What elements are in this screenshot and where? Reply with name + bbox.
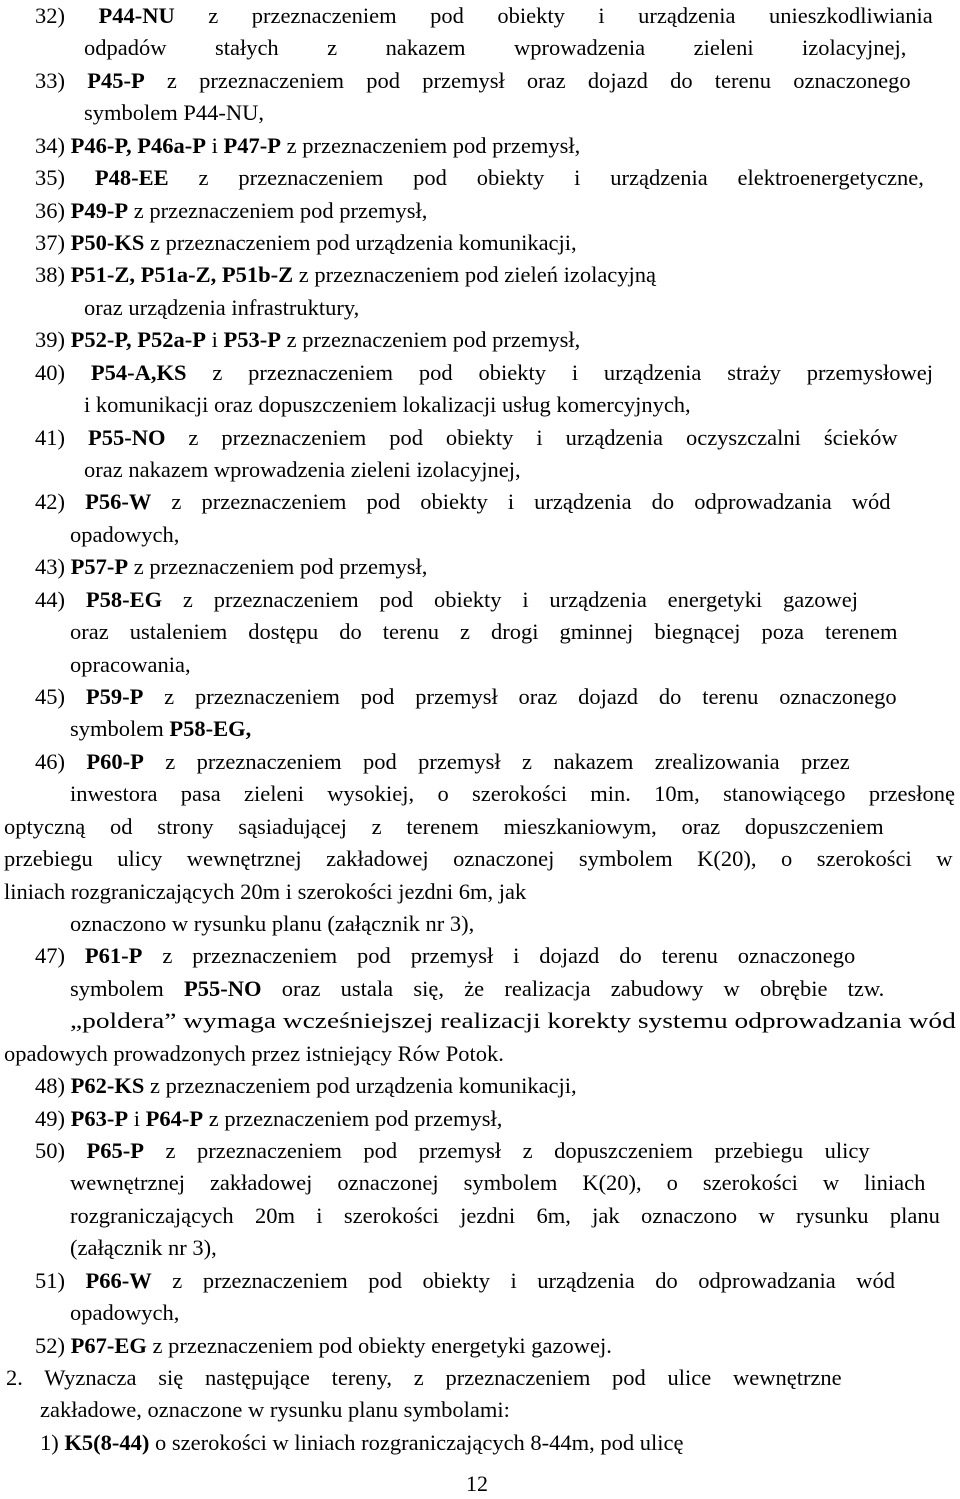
designation-label: P59-P xyxy=(85,684,144,710)
text-line xyxy=(84,391,691,419)
text-segment: o szerokości w liniach rozgraniczających 8-44m, pod ulicę xyxy=(149,1429,684,1455)
text-line xyxy=(40,1396,510,1424)
text-segment: 34) xyxy=(35,132,71,158)
text-line xyxy=(6,1364,842,1392)
text-line xyxy=(35,229,577,257)
text-segment: opracowania, xyxy=(70,651,191,677)
text-line xyxy=(4,845,952,873)
designation-label: P50-KS xyxy=(70,230,145,255)
designation-label: P58-EG xyxy=(85,586,163,612)
text-segment: z przeznaczeniem pod obiekty i urządzenia oczyszczalni ścieków xyxy=(165,424,898,450)
text-segment: 47) xyxy=(35,943,85,969)
text-segment: rozgraniczających 20m i szerokości jezdni 6m, jak oznaczono w rysunku planu xyxy=(70,1202,940,1228)
text-segment: 46) xyxy=(35,748,87,774)
text-segment: opadowych prowadzonych przez istniejący Rów Potok. xyxy=(4,1040,504,1066)
designation-label: P55-NO xyxy=(87,424,166,450)
text-segment: oraz ustala się, że realizacja zabudowy w obrębie tzw. xyxy=(261,975,885,1001)
text-line xyxy=(70,521,179,549)
text-segment: „poldera” wymaga wcześniejszej realizacji korekty systemu odprowadzania wód xyxy=(70,1008,956,1034)
text-line xyxy=(35,683,897,711)
text-segment: zakładowe, oznaczone w rysunku planu symbolami: xyxy=(40,1397,510,1423)
designation-label: P48-EE xyxy=(94,165,169,191)
text-segment: 48) xyxy=(35,1073,71,1099)
text-line xyxy=(35,132,580,160)
text-segment: opadowych, xyxy=(70,521,180,547)
designation-label: P65-P xyxy=(86,1138,144,1164)
text-line xyxy=(70,975,884,1003)
text-line xyxy=(35,553,427,581)
text-segment: oraz urządzenia infrastruktury, xyxy=(84,294,360,320)
text-segment: 49) xyxy=(35,1105,71,1131)
text-line xyxy=(70,1007,956,1035)
text-segment: symbolem xyxy=(70,716,170,742)
text-segment: i xyxy=(128,1105,146,1131)
designation-label: P52-P, P52a-P xyxy=(70,327,207,353)
text-line xyxy=(70,1299,179,1327)
text-segment: z przeznaczeniem pod zieleń izolacyjną xyxy=(293,262,657,288)
page-number: 12 xyxy=(466,1471,488,1496)
text-segment: wewnętrznej zakładowej oznaczonej symbolem K(20), o szerokości w liniach xyxy=(70,1170,926,1196)
designation-label: P55-NO xyxy=(183,975,262,1001)
text-segment: z przeznaczeniem pod przemysł z nakazem zrealizowania przez xyxy=(143,748,850,774)
text-line xyxy=(70,715,251,743)
text-segment: symbolem xyxy=(70,975,184,1001)
text-segment: z przeznaczeniem pod urządzenia komunikacji, xyxy=(144,1073,577,1099)
text-segment: z przeznaczeniem pod przemysł, xyxy=(281,327,581,353)
text-segment: 52) xyxy=(35,1332,71,1358)
designation-label: P51-Z, P51a-Z, P51b-Z xyxy=(70,262,294,288)
designation-label: P62-KS xyxy=(70,1073,145,1099)
text-segment: z przeznaczeniem pod obiekty i urządzenia do odprowadzania wód xyxy=(151,1267,895,1293)
text-segment: i xyxy=(206,327,224,353)
text-segment: 41) xyxy=(35,424,88,450)
text-segment: z przeznaczeniem pod przemysł, xyxy=(281,132,581,158)
text-segment: przebiegu ulicy wewnętrznej zakładowej oznaczonej symbolem K(20), o szerokości w xyxy=(4,846,953,872)
designation-label: P46-P, P46a-P xyxy=(70,132,207,158)
text-segment: optyczną od strony sąsiadującej z terenem mieszkaniowym, oraz dopuszczeniem xyxy=(4,813,884,839)
text-segment: opadowych, xyxy=(70,1300,180,1326)
text-segment: z przeznaczeniem pod przemysł oraz dojazd do terenu oznaczonego xyxy=(143,684,897,710)
text-segment: i komunikacji oraz dopuszczeniem lokalizacji usług komercyjnych, xyxy=(84,392,691,418)
text-line xyxy=(40,1429,684,1457)
text-line xyxy=(35,164,924,192)
designation-label: P66-W xyxy=(85,1267,152,1293)
text-segment: z przeznaczeniem pod przemysł i dojazd do terenu oznaczonego xyxy=(142,943,856,969)
text-line xyxy=(35,1137,870,1165)
text-segment: z przeznaczeniem pod przemysł oraz dojazd do terenu oznaczonego xyxy=(144,67,911,93)
designation-label: P67-EG xyxy=(70,1332,147,1358)
text-line xyxy=(35,586,858,614)
designation-label: P64-P xyxy=(145,1105,204,1131)
text-segment: 44) xyxy=(35,586,86,612)
text-segment: 1) xyxy=(40,1429,65,1455)
text-line xyxy=(35,488,891,516)
designation-label: P49-P xyxy=(70,197,129,223)
designation-label: P45-P xyxy=(87,67,145,93)
text-segment: z przeznaczeniem pod przemysł, xyxy=(203,1105,503,1131)
text-line xyxy=(35,67,911,95)
text-line xyxy=(35,1072,577,1100)
text-segment: 33) xyxy=(35,67,88,93)
text-segment: 36) xyxy=(35,197,71,223)
text-line xyxy=(4,1040,504,1068)
text-segment: z przeznaczeniem pod obiekty i urządzenia straży przemysłowej xyxy=(186,359,933,385)
text-segment: (załącznik nr 3), xyxy=(70,1235,217,1261)
text-line xyxy=(35,424,898,452)
text-segment: z przeznaczeniem pod przemysł z dopuszczeniem przebiegu ulicy xyxy=(144,1138,870,1164)
text-line xyxy=(70,651,191,679)
text-line xyxy=(35,1332,612,1360)
text-line xyxy=(35,261,656,289)
text-segment: 40) xyxy=(35,359,91,385)
text-segment: z przeznaczeniem pod urządzenia komunikacji, xyxy=(144,230,577,255)
text-segment: z przeznaczeniem pod obiekty energetyki gazowej. xyxy=(146,1332,612,1358)
text-line xyxy=(70,1234,217,1262)
text-segment: z przeznaczeniem pod przemysł, xyxy=(128,554,428,580)
designation-label: P63-P xyxy=(70,1105,129,1131)
text-line xyxy=(84,456,521,484)
text-line xyxy=(35,942,855,970)
text-segment: 35) xyxy=(35,165,95,191)
text-segment: z przeznaczeniem pod przemysł, xyxy=(128,197,428,223)
text-line xyxy=(35,1267,895,1295)
text-line xyxy=(35,1105,502,1133)
text-line xyxy=(35,2,933,30)
designation-label: P58-EG, xyxy=(169,716,252,742)
text-segment: z przeznaczeniem pod obiekty i urządzenia energetyki gazowej xyxy=(162,586,858,612)
text-segment: 39) xyxy=(35,327,71,353)
text-line xyxy=(35,359,933,387)
text-line xyxy=(70,1169,925,1197)
designation-label: P61-P xyxy=(84,943,143,969)
designation-label: P53-P xyxy=(223,327,282,353)
text-segment: 42) xyxy=(35,489,86,515)
text-segment: i xyxy=(206,132,224,158)
text-segment: z przeznaczeniem pod obiekty i urządzenia unieszkodliwiania xyxy=(174,3,933,28)
text-segment: 50) xyxy=(35,1138,87,1164)
text-line xyxy=(84,34,906,62)
text-segment: odpadów stałych z nakazem wprowadzenia zieleni izolacyjnej, xyxy=(84,35,907,61)
text-segment: symbolem P44-NU, xyxy=(84,100,264,126)
text-line xyxy=(35,748,850,776)
text-segment: 38) xyxy=(35,262,71,288)
text-line xyxy=(70,910,474,938)
text-segment: 37) xyxy=(35,230,71,255)
text-line xyxy=(84,294,359,322)
designation-label: K5(8-44) xyxy=(64,1429,150,1455)
designation-label: P56-W xyxy=(85,489,152,515)
text-line xyxy=(70,780,955,808)
designation-label: P54-A,KS xyxy=(90,359,187,385)
text-segment: oznaczono w rysunku planu (załącznik nr 3), xyxy=(70,911,475,937)
designation-label: P60-P xyxy=(86,748,144,774)
text-segment: oraz ustaleniem dostępu do terenu z drogi gminnej biegnącej poza terenem xyxy=(70,619,898,645)
text-segment: 51) xyxy=(35,1267,86,1293)
text-line xyxy=(84,99,264,127)
text-segment: liniach rozgraniczających 20m i szerokości jezdni 6m, jak xyxy=(4,878,527,904)
text-segment: 45) xyxy=(35,684,86,710)
text-segment: z przeznaczeniem pod obiekty i urządzenia elektroenergetyczne, xyxy=(168,165,924,191)
designation-label: P47-P xyxy=(223,132,282,158)
designation-label: P44-NU xyxy=(98,3,175,28)
text-line xyxy=(70,1202,940,1230)
text-segment: inwestora pasa zieleni wysokiej, o szerokości min. 10m, stanowiącego przesłonę xyxy=(70,781,956,807)
text-segment: 2. Wyznacza się następujące tereny, z przeznaczeniem pod ulice wewnętrzne xyxy=(6,1365,842,1391)
text-segment: oraz nakazem wprowadzenia zieleni izolacyjnej, xyxy=(84,457,521,483)
designation-label: P57-P xyxy=(70,554,129,580)
text-line xyxy=(35,197,427,225)
text-line xyxy=(4,878,526,906)
text-line xyxy=(4,813,884,841)
text-line xyxy=(70,618,898,646)
text-segment: 32) xyxy=(35,3,99,28)
text-line xyxy=(35,326,580,354)
text-segment: 43) xyxy=(35,554,71,580)
text-segment: z przeznaczeniem pod obiekty i urządzenia do odprowadzania wód xyxy=(151,489,891,515)
